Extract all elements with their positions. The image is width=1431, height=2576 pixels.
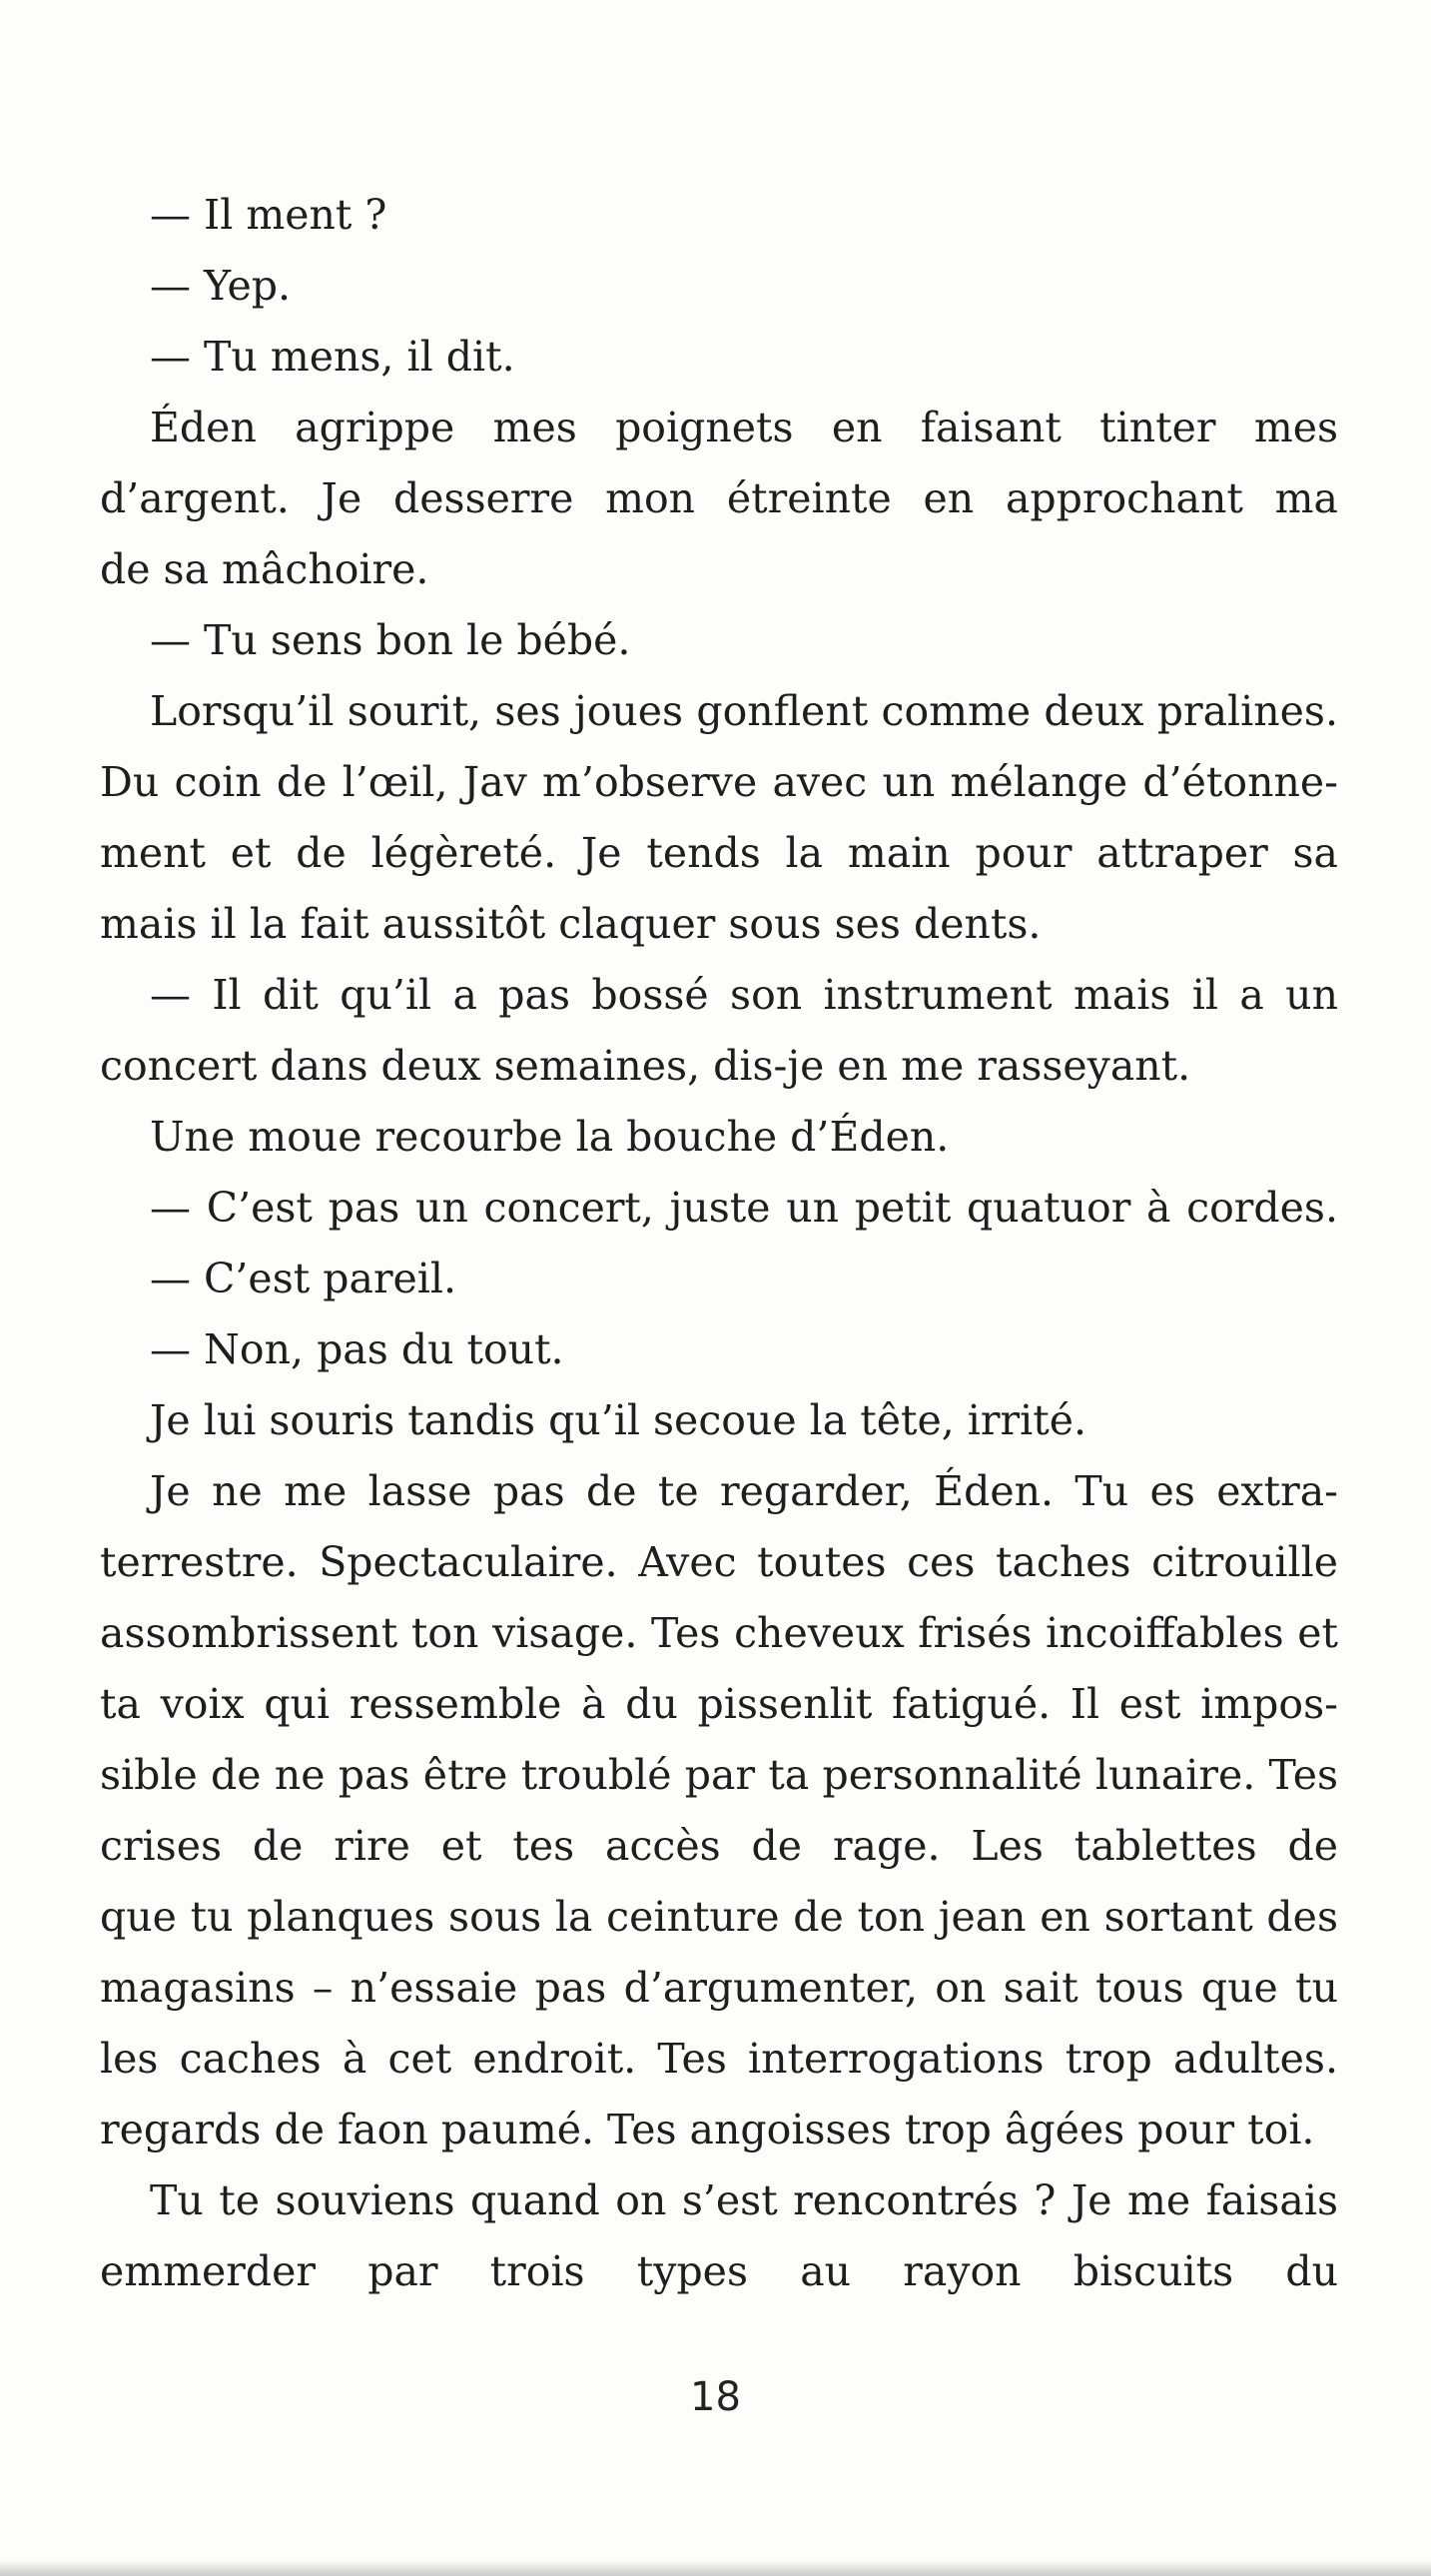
- text-line: — C’est pas un concert, juste un petit quatuor à cordes.: [150, 1184, 1338, 1232]
- text-line: de sa mâchoire.: [100, 545, 429, 593]
- text-line: — Il dit qu’il a pas bossé son instrument mais il a un: [150, 971, 1338, 1019]
- text-line: — C’est pareil.: [150, 1255, 457, 1302]
- text-line: — Non, pas du tout.: [150, 1325, 564, 1373]
- text-line: d’argent. Je desserre mon étreinte en approchant ma: [100, 474, 1338, 522]
- text-line: les caches à cet endroit. Tes interrogations trop adultes.: [100, 2035, 1338, 2083]
- text-line: que tu planques sous la ceinture de ton jean en sortant des: [100, 1893, 1338, 1941]
- text-line: Une moue recourbe la bouche d’Éden.: [150, 1113, 950, 1161]
- text-line: sible de ne pas être troublé par ta personnalité lunaire. Tes: [100, 1751, 1338, 1799]
- text-line: Éden agrippe mes poignets en faisant tinter mes: [150, 404, 1338, 451]
- page-bottom-edge: [0, 2560, 1431, 2576]
- text-line: crises de rire et tes accès de rage. Les tablettes de: [100, 1822, 1338, 1870]
- text-line: Du coin de l’œil, Jav m’observe avec un mélange d’étonne-: [100, 758, 1338, 806]
- text-line: assombrissent ton visage. Tes cheveux frisés incoiffables et: [100, 1609, 1338, 1657]
- text-line: — Yep.: [150, 262, 292, 310]
- text-line: ta voix qui ressemble à du pissenlit fatigué. Il est impos-: [100, 1680, 1338, 1728]
- text-line: — Il ment ?: [150, 191, 387, 239]
- text-line: Tu te souviens quand on s’est rencontrés ? Je me faisais: [150, 2176, 1338, 2224]
- text-line: emmerder par trois types au rayon biscuits du: [100, 2247, 1338, 2295]
- text-line: magasins – n’essaie pas d’argumenter, on sait tous que tu: [100, 1964, 1338, 2012]
- text-line: mais il la fait aussitôt claquer sous ses dents.: [100, 900, 1042, 948]
- text-line: Lorsqu’il sourit, ses joues gonflent comme deux pralines.: [150, 687, 1338, 735]
- text-line: — Tu mens, il dit.: [150, 333, 515, 381]
- text-line: Je lui souris tandis qu’il secoue la tête, irrité.: [150, 1396, 1086, 1444]
- text-line: regards de faon paumé. Tes angoisses trop âgées pour toi.: [100, 2106, 1315, 2153]
- text-line: — Tu sens bon le bébé.: [150, 616, 631, 664]
- page-body-text: [100, 180, 1338, 2307]
- text-line: Je ne me lasse pas de te regarder, Éden. Tu es extra-: [150, 1467, 1338, 1515]
- text-line: terrestre. Spectaculaire. Avec toutes ces taches citrouille: [100, 1538, 1338, 1586]
- text-line: ment et de légèreté. Je tends la main pour attraper sa: [100, 829, 1338, 877]
- page-number: 18: [690, 2374, 741, 2420]
- text-line: concert dans deux semaines, dis-je en me rasseyant.: [100, 1042, 1191, 1090]
